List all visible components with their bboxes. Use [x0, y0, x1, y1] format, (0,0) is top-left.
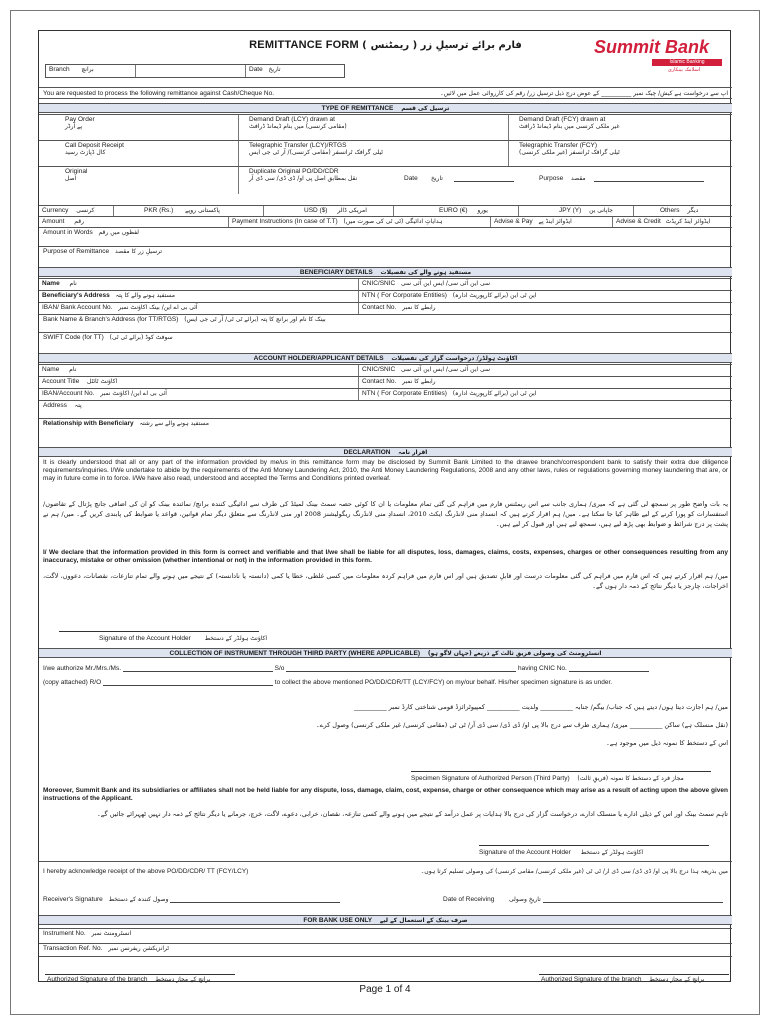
option-tt-lcy[interactable] — [239, 141, 509, 166]
option-label: Call Deposit Receipt — [65, 142, 124, 149]
beneficiary-swift-label: SWIFT Code (for TT) — [43, 334, 104, 341]
holder-address-label: Address — [43, 402, 67, 409]
option-duplicate[interactable] — [239, 167, 732, 194]
collection-ur-line-1: میں/ ہم اجازت دیتا ہوں/ دیتے ہیں کہ جناب/ بیگم/ جنابہ __________ ولدیت __________ کمپیوٹرائزڈ قومی شناختی کارڈ نمبر __________ — [354, 703, 728, 711]
purpose-label-ur: ترسیلِ زر کا مقصد — [114, 248, 163, 255]
dup-purpose-label-ur: مقصد — [571, 175, 586, 182]
collection-line-2 — [43, 679, 728, 689]
currency-others[interactable] — [634, 206, 732, 216]
dup-date-label-ur: تاریخ — [431, 175, 443, 182]
holder-ntn-label: NTN ( For Corporate Entities) — [362, 390, 447, 397]
declaration-signature-label-ur: اکاؤنٹ ہولڈر کے دستخط — [204, 635, 268, 642]
option-pay-order[interactable] — [39, 115, 239, 140]
type-row-1 — [39, 114, 732, 140]
advise-credit-label: Advise & Credit — [616, 218, 661, 225]
option-label-ur: پے آرڈر — [65, 123, 83, 130]
cnic-label: having CNIC No. — [518, 665, 567, 672]
declaration-title: DECLARATION — [343, 449, 391, 456]
transaction-ref-label: Transaction Ref. No. — [43, 945, 103, 952]
holder-ntn-field[interactable] — [359, 389, 732, 400]
currency-option-label: Others — [660, 207, 680, 214]
declaration-signature-label: Signature of the Account Holder — [99, 635, 191, 642]
option-dd-lcy[interactable] — [239, 115, 509, 140]
option-label-ur: ٹیلی گرافک ٹرانسفر (مقامی کرنسی)/ آر ٹی جی ایس — [249, 149, 383, 156]
holder-address-row[interactable] — [39, 400, 732, 412]
currency-option-label: EURO (€) — [439, 207, 468, 214]
holder-relationship-row[interactable] — [39, 418, 732, 430]
holder-relationship-label-ur: مستفید ہونے والے سے رشتہ — [139, 420, 209, 427]
authorized-person-input[interactable] — [123, 665, 273, 672]
beneficiary-row-2 — [39, 290, 732, 302]
amount-words-label-ur: لفظوں میں رقم — [98, 229, 140, 236]
specimen-signature-line[interactable] — [411, 771, 711, 772]
declaration-title-ur: اقرار نامہ — [398, 449, 428, 456]
specimen-signature-label-ur: مجاز فرد کے دستخط کا نمونہ (فریقِ ثالث) — [577, 775, 684, 782]
amount-words-row[interactable] — [39, 227, 732, 238]
beneficiary-name-label: Name — [42, 280, 60, 287]
branch-date-row — [45, 64, 345, 78]
date-receiving-label: Date of Receiving — [443, 896, 495, 903]
holder-contact-field[interactable] — [359, 377, 732, 388]
option-label: Demand Draft (FCY) drawn at — [519, 116, 606, 123]
option-label-ur: کال ڈپازٹ رسید — [65, 149, 106, 156]
declaration-paragraph-1-ur: یہ بات واضح طور پر سمجھ لی گئی ہے کہ میری/ ہماری جانب سے اس ریمٹنس فارم میں فراہم کی گئی تمام معلومات یا ان کا کوئی حصہ سمٹ بینک لمیٹڈ کی طرف سے ادائیگی کنندہ برانچ/ نمائندہ بینک کو ان کی اضافی جانچ پڑتال کے تقاضوں/ استفسارات کو پورا کرنے کے لیے ظاہر کیا جا سکتا ہے۔ میں/ ہم اقرار کرتے ہیں کہ انسدادِ منی لانڈرنگ ایکٹ 2010، انسدادِ منی لانڈرنگ ریگولیشنز 2008 اور منی لانڈرنگ سے متعلق دیگر تمام قوانین، قواعد یا ضوابط کی پابندی کریں گے۔ میں/ ہم نے پشت پر درج شرائط و ضوابط بھی پڑھ لیے ہیں، سمجھ لیے ہیں اور قبول کر لیے ہیں۔ — [43, 500, 728, 528]
option-label: Original — [65, 168, 88, 175]
type-section-title: TYPE OF REMITTANCE — [321, 105, 394, 112]
son-of-label: S/o — [274, 665, 285, 672]
branch-label-ur: برانچ — [81, 66, 94, 73]
currency-option-label-ur: امریکی ڈالر — [337, 207, 367, 214]
authorized-cnic-input[interactable] — [569, 665, 649, 672]
dup-date-label: Date — [404, 175, 418, 182]
option-label-ur: غیر ملکی کرنسی میں بنام ڈیمانڈ ڈرافٹ — [519, 123, 620, 130]
beneficiary-bank-row[interactable] — [39, 314, 732, 326]
beneficiary-ntn-field[interactable] — [359, 291, 732, 302]
son-of-input[interactable] — [286, 665, 516, 672]
amount-row — [39, 216, 732, 227]
collection-signature-line[interactable] — [479, 845, 709, 846]
declaration-signature-caption — [99, 635, 267, 642]
beneficiary-contact-label: Contact No. — [362, 304, 397, 311]
request-text-ur: آپ سے درخواست ہے کیش/ چیک نمبر __________ کے عوض درج ذیل ترسیلِ زر/ رقم کی کارروائی عمل میں لائیں۔ — [440, 90, 728, 97]
collection-line-1 — [43, 665, 728, 675]
holder-address-label-ur: پتہ — [74, 402, 82, 409]
collection-title-ur: انسٹرومنٹ کی وصولی فریقِ ثالث کے ذریعے (جہاں لاگو ہو) — [427, 650, 602, 657]
beneficiary-swift-row[interactable] — [39, 332, 732, 344]
currency-option-label: JPY (Y) — [559, 207, 582, 214]
amount-label-ur: رقم — [74, 218, 84, 225]
holder-cnic-label-ur: سی این آئی سی/ ایس این آئی سی — [401, 366, 490, 373]
holder-account-title-field[interactable] — [39, 377, 359, 388]
holder-iban-label-ur: آئی بی اے این/ اکاؤنٹ نمبر — [100, 390, 167, 397]
advise-pay-label: Advise & Pay — [494, 218, 533, 225]
holder-iban-field[interactable] — [39, 389, 359, 400]
receipt-signature-row — [43, 896, 728, 906]
currency-pkr[interactable] — [114, 206, 264, 216]
type-row-3 — [39, 166, 732, 194]
date-label: Date — [249, 66, 263, 73]
beneficiary-address-label-ur: مستفید ہونے والے کا پتہ — [115, 292, 175, 299]
holder-row-1 — [39, 364, 732, 376]
currency-label: Currency — [42, 207, 69, 214]
holder-section-bar — [39, 353, 732, 363]
beneficiary-row-1 — [39, 278, 732, 290]
option-label-ur: ٹیلی گرافک ٹرانسفر (غیر ملکی کرنسی) — [519, 149, 620, 156]
instrument-no-label-ur: انسٹرومنٹ نمبر — [91, 930, 132, 937]
currency-option-label: PKR (Rs.) — [144, 207, 174, 214]
beneficiary-iban-field[interactable] — [39, 303, 359, 314]
date-receiving-input[interactable] — [543, 896, 723, 903]
advise-pay-label-ur: ایڈوائز اینڈ پے — [538, 218, 572, 225]
collection-section-bar — [39, 648, 732, 658]
collection-title: COLLECTION OF INSTRUMENT THROUGH THIRD PARTY (WHERE APPLICABLE) — [169, 650, 421, 657]
holder-ntn-label-ur: این ٹی این (برائے کارپوریٹ ادارہ) — [452, 390, 537, 397]
form-title-ur: ( فارم برائے ترسیلِ زر ( ریمٹنس — [362, 40, 522, 51]
holder-relationship-label: Relationship with Beneficiary — [43, 420, 134, 427]
form-title-en: REMITTANCE FORM — [249, 39, 359, 51]
transaction-row[interactable] — [39, 943, 732, 955]
advise-credit-option[interactable] — [613, 217, 732, 227]
currency-label-cell — [39, 206, 114, 216]
bank-use-section-bar — [39, 915, 732, 925]
holder-name-label: Name — [42, 366, 60, 373]
beneficiary-contact-field[interactable] — [359, 303, 732, 314]
auth-signature-line-left[interactable] — [45, 974, 235, 975]
beneficiary-iban-label-ur: آئی بی اے این/ بینک اکاؤنٹ نمبر — [118, 304, 198, 311]
payment-instructions-label-ur: ہدایاتِ ادائیگی (ٹی ٹی کی صورت میں) — [343, 218, 443, 225]
request-row — [39, 87, 732, 99]
amount-words-label: Amount in Words — [43, 229, 93, 236]
type-section-bar — [39, 103, 732, 113]
bank-use-divider — [39, 956, 732, 957]
amount-label: Amount — [42, 218, 65, 225]
beneficiary-name-label-ur: نام — [69, 280, 77, 287]
currency-option-label-ur: یورو — [477, 207, 488, 214]
bank-use-title-ur: صرف بینک کے استعمال کے لیے — [379, 917, 468, 924]
holder-contact-label-ur: رابطے کا نمبر — [402, 378, 436, 385]
option-label: Demand Draft (LCY) drawn at — [249, 116, 335, 123]
logo-tagline: Islamic Banking — [652, 59, 722, 66]
beneficiary-swift-label-ur: سوفٹ کوڈ (برائے ٹی ٹی) — [109, 334, 173, 341]
receipt-section — [39, 861, 732, 891]
beneficiary-address-field[interactable] — [39, 291, 359, 302]
holder-title: ACCOUNT HOLDER/APPLICANT DETAILS — [253, 355, 384, 362]
type-row-2 — [39, 140, 732, 166]
currency-usd[interactable] — [264, 206, 394, 216]
resident-of-label: (copy attached) R/O — [43, 679, 102, 686]
collection-signature-label: Signature of the Account Holder — [479, 849, 571, 856]
collect-statement: to collect the above mentioned PO/DD/CDR/TT (LCY/FCY) on my/our behalf. His/her specimen signature is as under. — [274, 679, 613, 686]
holder-cnic-label: CNIC/SNIC — [362, 366, 396, 373]
branch-field[interactable] — [46, 65, 136, 77]
beneficiary-cnic-label-ur: سی این آئی سی/ ایس این آئی سی — [401, 280, 490, 287]
collection-signature-caption — [479, 849, 643, 856]
beneficiary-cnic-field[interactable] — [359, 279, 732, 290]
currency-euro[interactable] — [394, 206, 519, 216]
holder-cnic-field[interactable] — [359, 365, 732, 376]
liability-disclaimer-ur: تاہم سمٹ بینک اور اس کے ذیلی ادارے یا منسلک ادارے، درخواست گزار کی درج بالا ہدایات پر عمل درآمد کے نتیجے میں ہونے والے کسی تنازعہ، نقصان، خرابی، دعوے، لاگت، خرچ، جرمانے یا دیگر نتائج کے ذمہ دار نہیں ٹھہرائے جائیں گے۔ — [96, 810, 728, 818]
auth-signature-left-label: Authorized Signature of the branch — [47, 976, 148, 983]
purpose-label: Purpose of Remittance — [43, 248, 110, 255]
logo-name: Summit Bank — [594, 37, 710, 57]
dup-date-input[interactable] — [454, 175, 514, 182]
instrument-no-label: Instrument No. — [43, 930, 86, 937]
liability-disclaimer: Moreover, Summit Bank and its subsidiaries or affiliates shall not be held liable for any dispute, loss, damage, claim, cost, expense, charge or other consequence which may arise as a result of acting upon the above given instructions of the Applicant. — [43, 787, 728, 802]
declaration-section-bar — [39, 447, 732, 457]
option-dd-fcy[interactable] — [509, 115, 732, 140]
beneficiary-iban-label: IBAN/ Bank Account No. — [42, 304, 113, 311]
currency-jpy[interactable] — [519, 206, 634, 216]
holder-title-ur: اکاؤنٹ ہولڈر/ درخواست گزار کی تفصیلات — [391, 355, 518, 362]
instrument-row[interactable] — [39, 928, 732, 940]
remittance-form — [38, 30, 731, 982]
receiver-signature-input[interactable] — [170, 896, 340, 903]
holder-name-field[interactable] — [39, 365, 359, 376]
beneficiary-bank-label: Bank Name & Branch's Address (for TT/RTGS) — [43, 316, 179, 323]
branch-value[interactable] — [136, 65, 246, 77]
bank-use-title: FOR BANK USE ONLY — [303, 917, 373, 924]
declaration-paragraph-2: I/ We declare that the information provided in this form is correct and verifiable and that I/we shall be liable for all disputes, loss, damages, claims, costs, expenses, charges or other consequences resulting from any inaccuracy, mistake or other omission (whether intentional or not) in the information provided in this form. — [43, 549, 728, 564]
holder-account-title-label: Account Title — [42, 378, 80, 385]
authorize-label: I/we authorize Mr./Mrs./Ms. — [43, 665, 122, 672]
option-tt-fcy[interactable] — [509, 141, 732, 166]
holder-contact-label: Contact No. — [362, 378, 397, 385]
dup-purpose-input[interactable] — [594, 175, 704, 182]
summit-bank-logo — [594, 37, 724, 75]
beneficiary-title-ur: مستفید ہونے والے کی تفصیلات — [380, 269, 472, 276]
declaration-paragraph-1: It is clearly understood that all or any part of the information provided by me/us in this remittance form may be disclosed by Summit Bank Limited to the drawee branch/correspondent bank to satisfy their extra due diligence requirements/inquiries. I/We undertake to abide by the requirements of the Anti Money Laundering Act, 2010, the Anti Money Laundering Regulations, 2008 and any other laws, rules or regulations governing money laundering that are, or may in future come in to force. I/We have also read, understood and accepted the Terms and Conditions printed overleaf. — [43, 459, 728, 482]
currency-option-label: USD ($) — [304, 207, 328, 214]
declaration-paragraph-2-ur: میں/ ہم اقرار کرتے ہیں کہ اس فارم میں فراہم کی گئی معلومات درست اور قابلِ تصدیق ہیں اور اس فارم میں فراہم کردہ معلومات میں کسی غلطی، خطا یا کمی (دانستہ یا نادانستہ) کے نتیجے میں ہونے والے تمام تنازعات، نقصانات، دعووں، لاگت، اخراجات، چارجز یا دیگر نتائج کے ذمہ دار ہوں گے۔ — [43, 572, 728, 590]
option-original[interactable] — [39, 167, 239, 194]
payment-instructions-label: Payment Instructions (In case of T.T) — [232, 218, 338, 225]
beneficiary-row-3 — [39, 302, 732, 314]
purpose-row[interactable] — [39, 246, 732, 257]
currency-option-label-ur: پاکستانی روپے — [185, 207, 220, 214]
option-label: Telegraphic Transfer (FCY) — [519, 142, 598, 149]
option-label-ur: (مقامی کرنسی) میں بنام ڈیمانڈ ڈرافٹ — [249, 123, 347, 130]
currency-label-ur: کرنسی — [76, 207, 95, 214]
branch-label: Branch — [49, 66, 70, 73]
option-label-ur: اصل — [65, 175, 77, 182]
auth-signature-right-label-ur: برانچ کے مجاز دستخط — [649, 976, 705, 983]
collection-ur-line-2: (نقل منسلک ہے) ساکن __________ میری/ ہماری طرف سے درج بالا پی او/ ڈی ڈی/ سی ڈی آر/ ٹی ٹی (مقامی کرنسی/ غیر ملکی کرنسی) وصول کرے۔ — [315, 721, 728, 729]
option-label-ur: نقل بمطابق اصل پی او/ ڈی ڈی/ سی ڈی آر — [249, 175, 358, 182]
receiver-signature-label: Receiver's Signature — [43, 896, 103, 903]
holder-iban-label: IBAN/Account No. — [42, 390, 95, 397]
option-cdr[interactable] — [39, 141, 239, 166]
option-label: Telegraphic Transfer (LCY)/RTGS — [249, 142, 347, 149]
auth-signature-caption-right — [541, 976, 704, 983]
currency-row — [39, 205, 732, 216]
specimen-signature-caption — [411, 775, 684, 782]
amount-field[interactable] — [39, 217, 229, 227]
type-section-title-ur: ترسیل کی قسم — [401, 105, 450, 112]
beneficiary-bank-label-ur: بینک کا نام اور برانچ کا پتہ (برائے ٹی ٹی/ آر ٹی جی ایس) — [184, 316, 326, 323]
logo-tagline-ur: اسلامک بینکاری — [667, 67, 701, 73]
currency-option-label-ur: دیگر — [687, 207, 699, 214]
page-number: Page 1 of 4 — [359, 984, 411, 995]
currency-option-label-ur: جاپانی ین — [589, 207, 613, 214]
collection-ur-line-3: اس کے دستخط کا نمونہ ذیل میں موجود ہے۔ — [605, 739, 728, 747]
beneficiary-name-field[interactable] — [39, 279, 359, 290]
beneficiary-address-label: Beneficiary's Address — [42, 292, 110, 299]
transaction-ref-label-ur: ٹرانزیکشن ریفرنس نمبر — [108, 945, 170, 952]
date-receiving-label-ur: تاریخِ وصولی — [509, 896, 541, 903]
date-label-ur: تاریخ — [268, 66, 281, 73]
receipt-acknowledge-text: I hereby acknowledge receipt of the above PO/DD/CDR/ TT (FCY/LCY) — [43, 868, 249, 875]
specimen-signature-label: Specimen Signature of Authorized Person (Third Party) — [411, 775, 570, 782]
holder-row-3 — [39, 388, 732, 400]
auth-signature-left-label-ur: برانچ کے مجاز دستخط — [155, 976, 211, 983]
date-field[interactable] — [246, 65, 346, 77]
beneficiary-ntn-label: NTN ( For Corporate Entities) — [362, 292, 447, 299]
holder-account-title-label-ur: اکاؤنٹ ٹائٹل — [87, 378, 118, 385]
dup-purpose-label: Purpose — [539, 175, 564, 182]
auth-signature-right-label: Authorized Signature of the branch — [541, 976, 642, 983]
request-text: You are requested to process the following remittance against Cash/Cheque No. — [43, 90, 275, 97]
auth-signature-caption-left — [47, 976, 210, 983]
beneficiary-cnic-label: CNIC/SNIC — [362, 280, 396, 287]
holder-name-label-ur: نام — [69, 366, 77, 373]
declaration-signature-line[interactable] — [59, 631, 259, 632]
receipt-acknowledge-text-ur: میں بذریعہ ہذا درج بالا پی او/ ڈی ڈی/ سی ڈی آر/ ٹی ٹی (غیر ملکی کرنسی/ مقامی کرنسی) کی وصولی تسلیم کرتا ہوں۔ — [420, 868, 728, 875]
option-label: Pay Order — [65, 116, 95, 123]
beneficiary-section-bar — [39, 267, 732, 277]
resident-of-input[interactable] — [103, 679, 273, 686]
auth-signature-line-right[interactable] — [539, 974, 729, 975]
holder-row-2 — [39, 376, 732, 388]
collection-signature-label-ur: اکاؤنٹ ہولڈر کے دستخط — [580, 849, 644, 856]
advise-pay-option[interactable] — [491, 217, 613, 227]
advise-credit-label-ur: ایڈوائز اینڈ کریڈٹ — [665, 218, 711, 225]
option-label: Duplicate Original PO/DD/CDR — [249, 168, 339, 175]
beneficiary-ntn-label-ur: این ٹی این (برائے کارپوریٹ ادارہ) — [452, 292, 537, 299]
receiver-signature-label-ur: وصول کنندہ کے دستخط — [108, 896, 169, 903]
payment-instructions-cell — [229, 217, 491, 227]
beneficiary-contact-label-ur: رابطے کا نمبر — [402, 304, 436, 311]
beneficiary-title: BENEFICIARY DETAILS — [299, 269, 373, 276]
